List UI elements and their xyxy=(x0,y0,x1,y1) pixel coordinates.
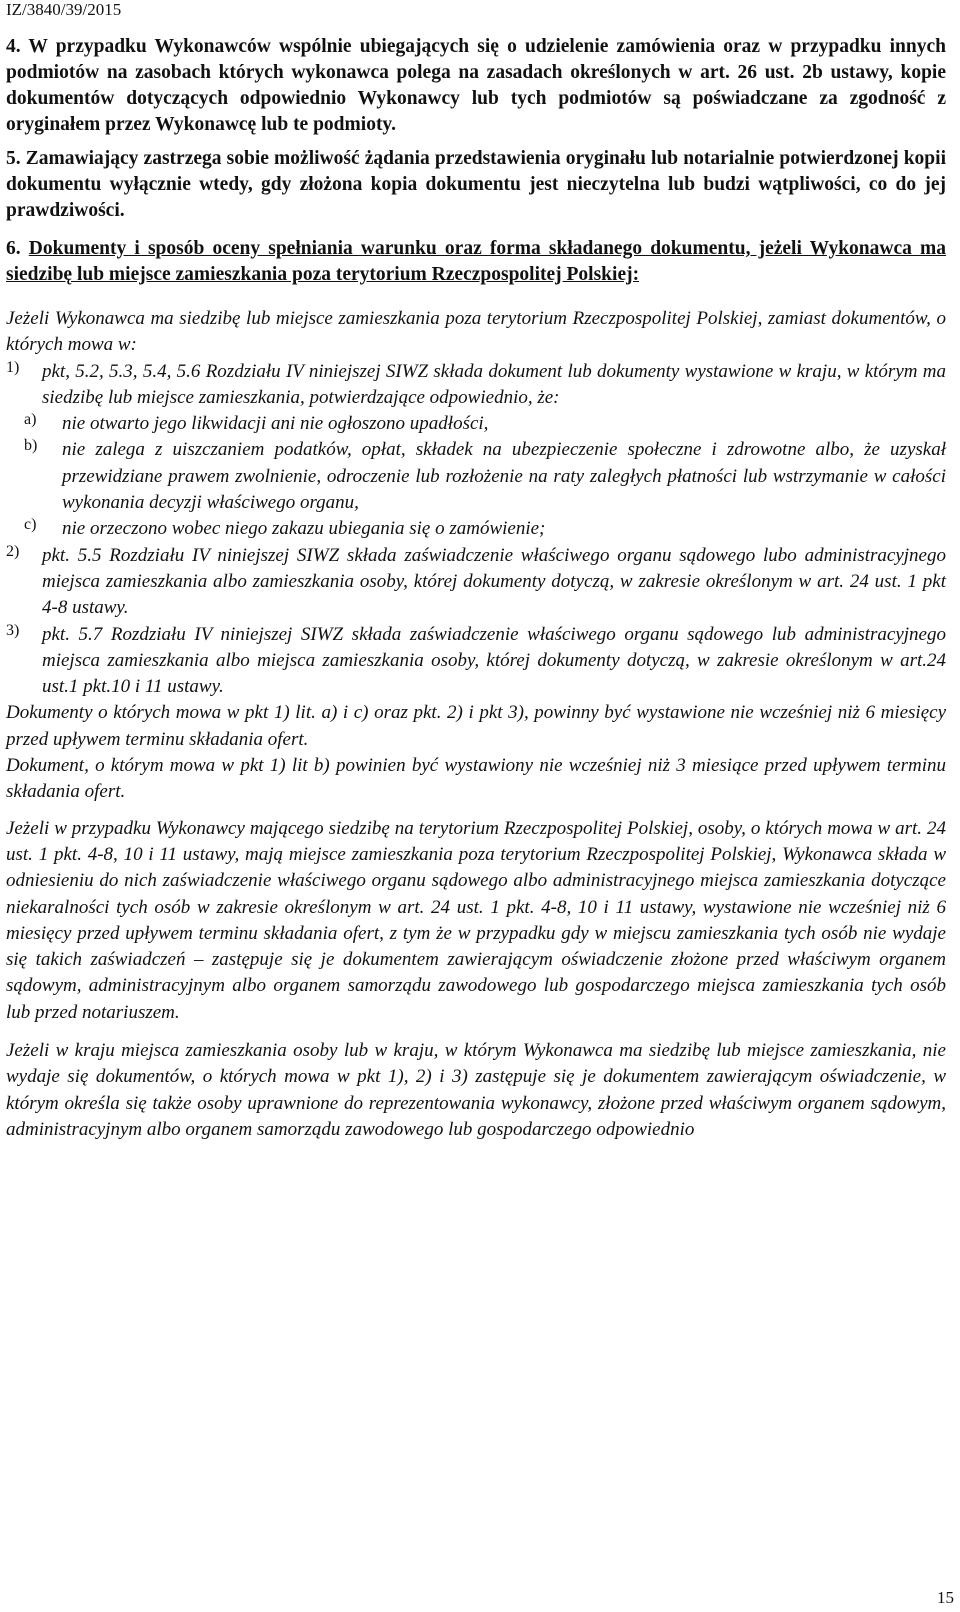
sub-item-c-text: nie orzeczono wobec niego zakazu ubiegania się o zamówienie; xyxy=(62,518,546,540)
list-item-3 xyxy=(6,622,946,701)
section-6-number: 6. xyxy=(6,238,21,259)
page-number: 15 xyxy=(937,1588,954,1607)
sub-item-c-letter: c) xyxy=(24,516,37,534)
document-id: IZ/3840/39/2015 xyxy=(6,0,122,19)
list-item-1-number: 1) xyxy=(6,358,20,376)
country-paragraph: Jeżeli w kraju miejsca zamieszkania osoby lub w kraju, w którym Wykonawca ma siedzibę lub miejsce zamieszkania, nie wydaje się dokumentów, o których mowa w pkt 1), 2) i 3) zastępuje się je dokumentem zawierającym oświadczenie, w którym określa się także osoby uprawnione do reprezentowania wykonawcy, złożone przed właściwym organem sądowym, administracyjnym albo organem samorządu zawodowego lub gospodarczego odpowiednio xyxy=(6,1040,946,1140)
list-item-2-text: pkt. 5.5 Rozdziału IV niniejszej SIWZ składa zaświadczenie właściwego organu sądowego lubo administracyjnego miejsca zamieszkania albo zamieszkania osoby, której dokumenty dotyczą, w zakresie określonym w art. 24 ust. 1 pkt 4-8 ustawy. xyxy=(42,544,946,619)
sub-item-b-letter: b) xyxy=(24,437,38,455)
list-item-2 xyxy=(6,543,946,622)
intro-paragraph: Jeżeli Wykonawca ma siedzibę lub miejsce zamieszkania poza terytorium Rzeczpospolitej Polskiej, zamiast dokumentów, o których mowa w: xyxy=(6,308,946,356)
list-item-1-text: pkt, 5.2, 5.3, 5.4, 5.6 Rozdziału IV niniejszej SIWZ składa dokument lub dokumenty wystawione w kraju, w którym ma siedzibę lub miejsce zamieszkania, potwierdzające odpowiednio, że: xyxy=(42,360,946,408)
sub-item-a xyxy=(6,411,946,437)
sub-item-a-text: nie otwarto jego likwidacji ani nie ogłoszono upadłości, xyxy=(62,413,489,435)
section-6-heading xyxy=(6,236,946,288)
section-5-paragraph: 5. Zamawiający zastrzega sobie możliwość żądania przedstawienia oryginału lub notarialnie potwierdzonej kopii dokumentu wyłącznie wtedy, gdy złożona kopia dokumentu jest nieczytelna lub budzi wątpliwości, co do jej prawdziwości. xyxy=(6,148,946,221)
sub-item-c xyxy=(6,516,946,542)
document-body xyxy=(6,34,946,1143)
sub-item-b xyxy=(6,437,946,516)
sub-item-b-text: nie zalega z uiszczaniem podatków, opłat, składek na ubezpieczenie społeczne i zdrowotne albo, że uzyskał przewidziane prawem zwolnienie, odroczenie lub rozłożenie na raty zaległych płatności lub wstrzymanie w całości wykonania decyzji właściwego organu, xyxy=(62,439,946,514)
list-item-1 xyxy=(6,359,946,543)
section-4-paragraph: 4. W przypadku Wykonawców wspólnie ubiegających się o udzielenie zamówienia oraz w przypadku innych podmiotów na zasobach których wykonawca polega na zasadach określonych w art. 26 ust. 2b ustawy, kopie dokumentów dotyczących odpowiednio Wykonawcy lub tych podmiotów są poświadczane za zgodność z oryginałem przez Wykonawcę lub te podmioty. xyxy=(6,36,946,135)
section-6-heading-text: Dokumenty i sposób oceny spełniania warunku oraz forma składanego dokumentu, jeżeli Wykonawca ma siedzibę lub miejsce zamieszkania poza terytorium Rzeczpospolitej Polskiej: xyxy=(6,238,946,285)
list-item-3-text: pkt. 5.7 Rozdziału IV niniejszej SIWZ składa zaświadczenie właściwego organu sądowego lub administracyjnego miejsca zamieszkania albo miejsca zamieszkania osoby, której dokumenty dotyczą, w zakresie określonym w art.24 ust.1 pkt.10 i 11 ustawy. xyxy=(42,623,946,698)
list-item-3-number: 3) xyxy=(6,621,20,639)
foreign-contractor-section xyxy=(6,306,946,1143)
persons-paragraph: Jeżeli w przypadku Wykonawcy mającego siedzibę na terytorium Rzeczpospolitej Polskiej, osoby, o których mowa w art. 24 ust. 1 pkt. 4-8, 10 i 11 ustawy, mają miejsce zamieszkania poza terytorium Rzeczpospolitej Polskiej, Wykonawca składa w odniesieniu do nich zaświadczenie właściwego organu sądowego albo administracyjnego miejsca zamieszkania dotyczące niekaralności tych osób w zakresie określonym w art. 24 ust. 1 pkt. 4-8, 10 i 11 ustawy, wystawione nie wcześniej niż 6 miesięcy przed upływem terminu składania ofert, z tym że w przypadku gdy w miejscu zamieszkania tych osób nie wydaje się takich zaświadczeń – zastępuje się je dokumentem zawierającym oświadczenie złożone przed właściwym organem sądowym, administracyjnym albo organem samorządu zawodowego lub gospodarczego miejsca zamieszkania tych osób lub przed notariuszem. xyxy=(6,817,946,1023)
validity-paragraph-1: Dokumenty o których mowa w pkt 1) lit. a) i c) oraz pkt. 2) i pkt 3), powinny być wystawione nie wcześniej niż 6 miesięcy przed upływem terminu składania ofert. xyxy=(6,702,946,750)
sub-item-a-letter: a) xyxy=(24,411,37,429)
list-item-2-number: 2) xyxy=(6,542,20,560)
validity-paragraph-2: Dokument, o którym mowa w pkt 1) lit b) powinien być wystawiony nie wcześniej niż 3 miesiące przed upływem terminu składania ofert. xyxy=(6,755,946,803)
